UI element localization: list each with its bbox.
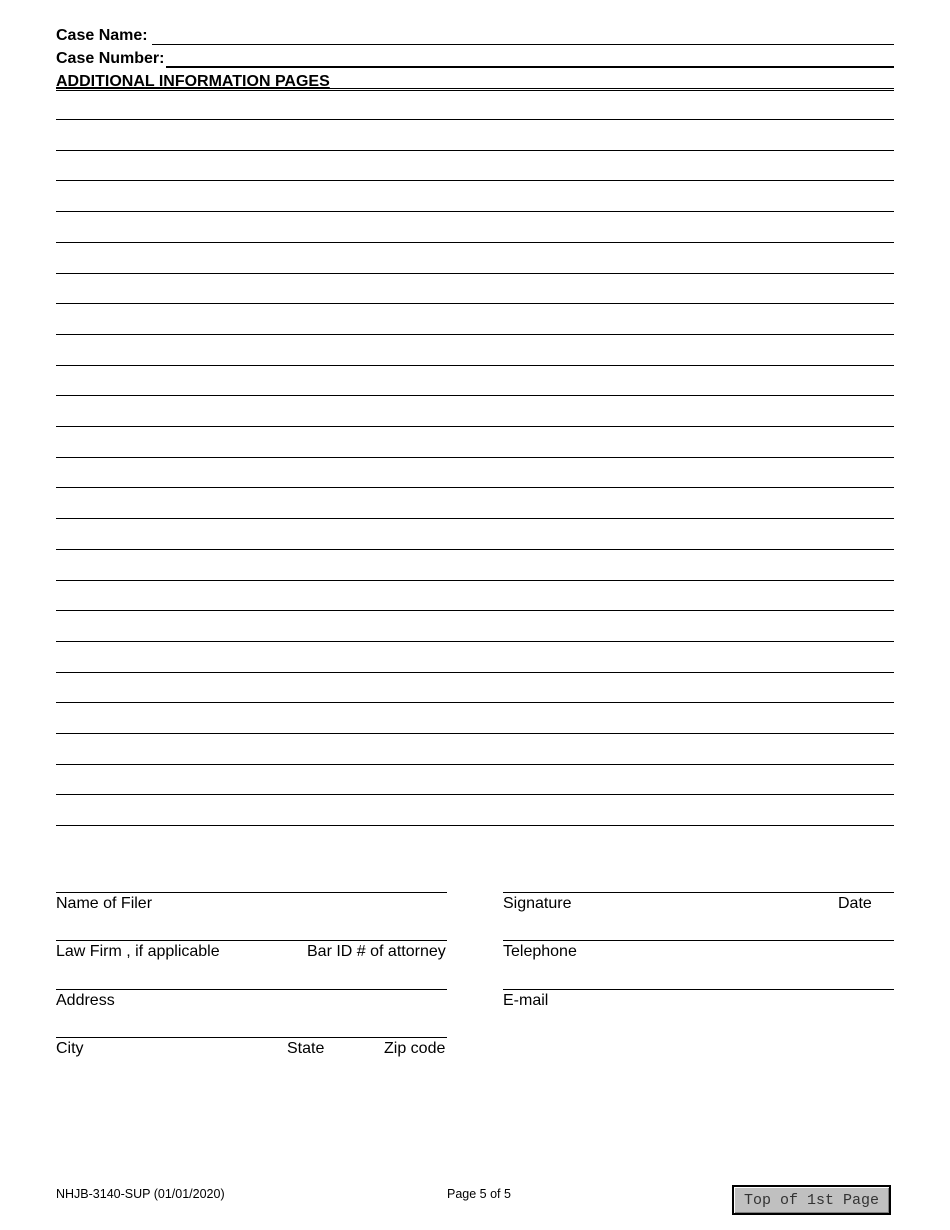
state-label: State <box>287 1040 325 1057</box>
blank-line[interactable] <box>56 457 894 458</box>
case-name-field[interactable] <box>152 44 894 45</box>
title-rule <box>56 90 894 91</box>
blank-line[interactable] <box>56 702 894 703</box>
blank-line[interactable] <box>56 549 894 550</box>
city-line[interactable] <box>56 1037 447 1038</box>
address-line[interactable] <box>56 989 447 990</box>
telephone-line[interactable] <box>503 940 894 941</box>
city-label: City <box>56 1040 84 1057</box>
blank-line[interactable] <box>56 150 894 151</box>
page-number: Page 5 of 5 <box>447 1187 511 1201</box>
signature-label: Signature <box>503 895 572 912</box>
blank-line[interactable] <box>56 672 894 673</box>
blank-line[interactable] <box>56 487 894 488</box>
section-title: ADDITIONAL INFORMATION PAGES <box>56 73 330 90</box>
form-id: NHJB-3140-SUP (01/01/2020) <box>56 1187 225 1201</box>
case-name-label: Case Name: <box>56 27 148 44</box>
blank-line[interactable] <box>56 641 894 642</box>
blank-line[interactable] <box>56 303 894 304</box>
blank-line[interactable] <box>56 825 894 826</box>
blank-line[interactable] <box>56 733 894 734</box>
email-line[interactable] <box>503 989 894 990</box>
blank-line[interactable] <box>56 794 894 795</box>
name-of-filer-label: Name of Filer <box>56 895 153 912</box>
case-number-field[interactable] <box>166 66 894 68</box>
zip-label: Zip code <box>384 1040 446 1057</box>
filer-name-line[interactable] <box>56 892 447 893</box>
blank-line[interactable] <box>56 764 894 765</box>
blank-line[interactable] <box>56 180 894 181</box>
title-rule <box>56 88 894 89</box>
blank-line[interactable] <box>56 273 894 274</box>
blank-line[interactable] <box>56 518 894 519</box>
blank-line[interactable] <box>56 365 894 366</box>
law-firm-line[interactable] <box>56 940 447 941</box>
date-label: Date <box>838 895 872 912</box>
signature-line[interactable] <box>503 892 894 893</box>
bar-id-label: Bar ID # of attorney <box>307 943 446 960</box>
blank-line[interactable] <box>56 119 894 120</box>
blank-line[interactable] <box>56 610 894 611</box>
top-of-first-page-button[interactable]: Top of 1st Page <box>732 1185 891 1215</box>
blank-line[interactable] <box>56 395 894 396</box>
law-firm-label: Law Firm , if applicable <box>56 943 220 960</box>
blank-line[interactable] <box>56 211 894 212</box>
blank-line[interactable] <box>56 580 894 581</box>
blank-line[interactable] <box>56 426 894 427</box>
case-number-label: Case Number: <box>56 50 165 67</box>
blank-line[interactable] <box>56 242 894 243</box>
blank-line[interactable] <box>56 334 894 335</box>
address-label: Address <box>56 992 115 1009</box>
telephone-label: Telephone <box>503 943 577 960</box>
email-label: E-mail <box>503 992 549 1009</box>
